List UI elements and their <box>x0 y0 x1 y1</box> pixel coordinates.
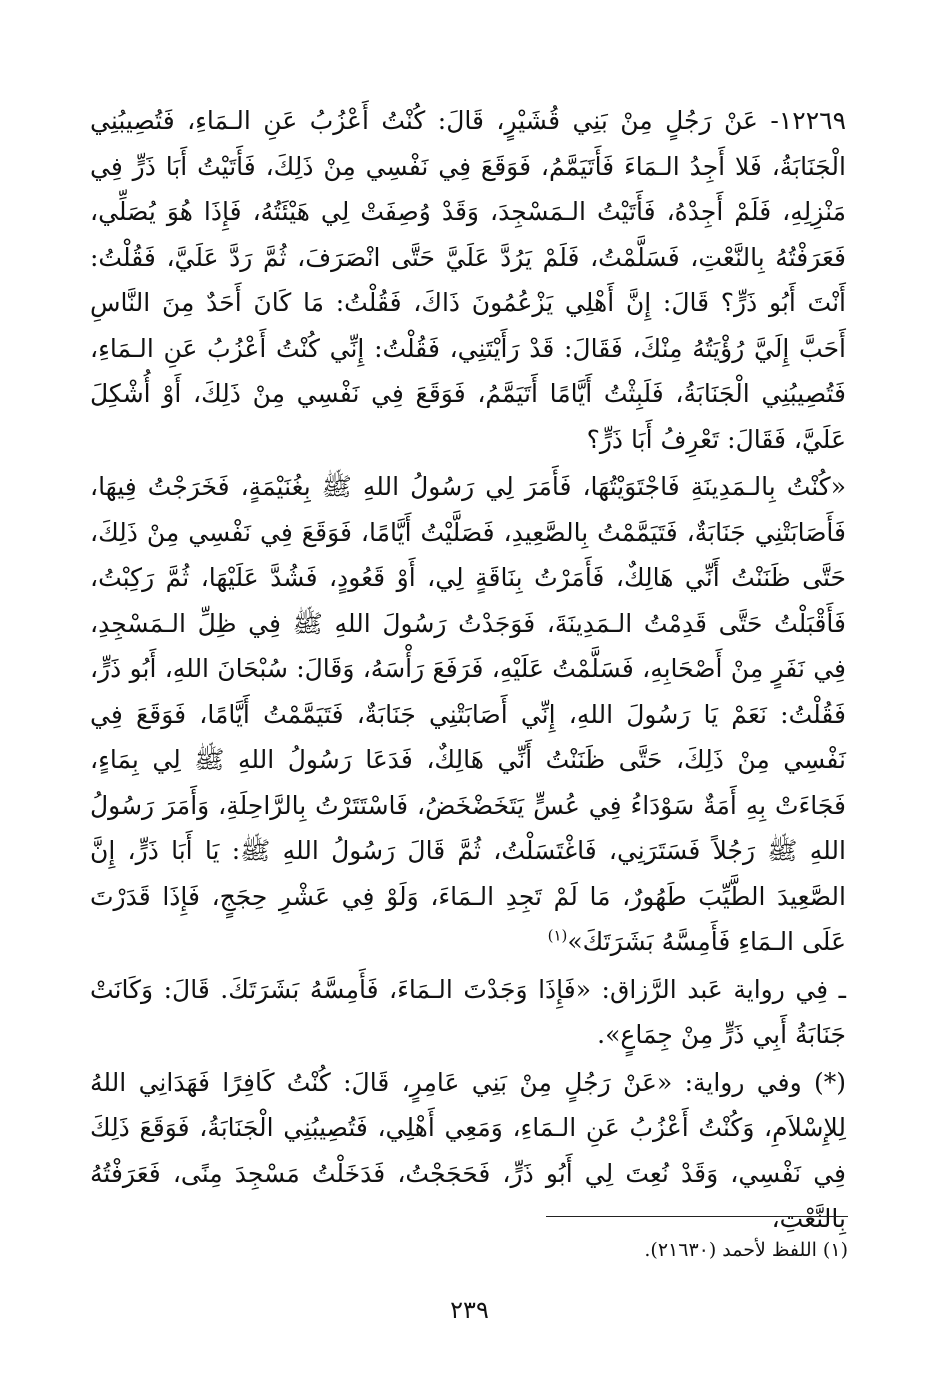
page-number: ٢٣٩ <box>450 1296 489 1324</box>
hadith-paragraph-1 <box>90 98 846 462</box>
riwaya-abd-alrazzaq-paragraph <box>90 967 846 1058</box>
hadith-paragraph-2 <box>90 464 846 965</box>
paragraph-text: «كُنْتُ بِالـمَدِينَةِ فَاجْتَوَيْتُهَا، فَأَمَرَ لِي رَسُولُ اللهِ ﷺ بِغُنَيْمَةٍ، فَخَرَجْتُ فِيهَا، فَأَصَابَتْنِي جَنَابَةٌ، فَتَيَمَّمْتُ بِالصَّعِيدِ، فَصَلَّيْتُ أَيَّامًا، فَوَقَعَ فِي نَفْسِي مِنْ ذَلِكَ، حَتَّى ظَنَنْتُ أَنِّي هَالِكٌ، فَأَمَرْتُ بِنَاقَةٍ لِي، أَوْ قَعُودٍ، فَشُدَّ عَلَيْهَا، ثُمَّ رَكِبْتُ، فَأَقْبَلْتُ حَتَّى قَدِمْتُ الـمَدِينَةَ، فَوَجَدْتُ رَسُولَ اللهِ ﷺ فِي ظِلِّ الـمَسْجِدِ، فِي نَفَرٍ مِنْ أَصْحَابِهِ، فَسَلَّمْتُ عَلَيْهِ، فَرَفَعَ رَأْسَهُ، وَقَالَ: سُبْحَانَ اللهِ، أَبُو ذَرٍّ، فَقُلْتُ: نَعَمْ يَا رَسُولَ اللهِ، إِنِّي أَصَابَتْنِي جَنَابَةٌ، فَتَيَمَّمْتُ أَيَّامًا، فَوَقَعَ فِي نَفْسِي مِنْ ذَلِكَ، حَتَّى ظَنَنْتُ أَنِّي هَالِكٌ، فَدَعَا رَسُولُ اللهِ ﷺ لِي بِمَاءٍ، فَجَاءَتْ بِهِ أَمَةٌ سَوْدَاءُ فِي عُسٍّ يَتَخَضْخَضُ، فَاسْتَتَرْتُ بِالرَّاحِلَةِ، وَأَمَرَ رَسُولُ اللهِ ﷺ رَجُلاً فَسَتَرَنِي، فَاغْتَسَلْتُ، ثُمَّ قَالَ رَسُولُ اللهِ ﷺ: يَا أَبَا ذَرٍّ، إِنَّ الصَّعِيدَ الطَّيِّبَ طَهُورٌ، مَا لَمْ تَجِدِ الـمَاءَ، وَلَوْ فِي عَشْرِ حِجَجٍ، فَإِذَا قَدَرْتَ عَلَى الـمَاءِ فَأَمِسَّهُ بَشَرَتَكَ» <box>90 472 846 956</box>
riwaya-bani-amir-paragraph <box>90 1060 846 1242</box>
paragraph-text: ـ فِي رواية عَبد الرَّزاق: «فَإِذَا وَجَدْتَ الـمَاءَ، فَأَمِسَّهُ بَشَرَتَكَ. قَالَ: وَكَانَتْ جَنَابَةُ أَبِي ذَرٍّ مِنْ جِمَاعٍ». <box>90 974 846 1049</box>
paragraph-text: (*) وفي رواية: «عَنْ رَجُلٍ مِنْ بَنِي عَامِرٍ، قَالَ: كُنْتُ كَافِرًا فَهَدَانِي اللهُ لِلإِسْلاَمِ، وَكُنْتُ أَعْزُبُ عَنِ الـمَاءِ، وَمَعِي أَهْلِي، فَتُصِيبُنِي الْجَنَابَةُ، فَوَقَعَ ذَلِكَ فِي نَفْسِي، وَقَدْ نُعِتَ لِي أَبُو ذَرٍّ، فَحَجَجْتُ، فَدَخَلْتُ مَسْجِدَ مِنًى، فَعَرَفْتُهُ بِالنَّعْتِ، <box>90 1067 846 1233</box>
main-text-block <box>90 98 846 1242</box>
footnote-divider <box>546 1216 848 1217</box>
footnote: (١) اللفظ لأحمد (٢١٦٣٠). <box>644 1239 848 1261</box>
footnote-reference: (١) <box>547 926 568 945</box>
paragraph-text: ١٢٢٦٩- عَنْ رَجُلٍ مِنْ بَنِي قُشَيْرٍ، قَالَ: كُنْتُ أَعْزُبُ عَنِ الـمَاءِ، فَتُصِيبُنِي الْجَنَابَةُ، فَلا أَجِدُ الـمَاءَ فَأَتَيَمَّمُ، فَوَقَعَ فِي نَفْسِي مِنْ ذَلِكَ، فَأَتَيْتُ أَبَا ذَرٍّ فِي مَنْزِلِهِ، فَلَمْ أَجِدْهُ، فَأَتَيْتُ الـمَسْجِدَ، وَقَدْ وُصِفَتْ لِي هَيْئَتُهُ، فَإِذَا هُوَ يُصَلِّي، فَعَرَفْتُهُ بِالنَّعْتِ، فَسَلَّمْتُ، فَلَمْ يَرُدَّ عَلَيَّ حَتَّى انْصَرَفَ، ثُمَّ رَدَّ عَلَيَّ، فَقُلْتُ: أَنْتَ أَبُو ذَرٍّ؟ قَالَ: إِنَّ أَهْلِي يَزْعُمُونَ ذَاكَ، فَقُلْتُ: مَا كَانَ أَحَدٌ مِنَ النَّاسِ أَحَبَّ إِلَيَّ رُؤْيَتُهُ مِنْكَ، فَقَالَ: قَدْ رَأَيْتَنِي، فَقُلْتُ: إِنِّي كُنْتُ أَعْزُبُ عَنِ الـمَاءِ، فَتُصِيبُنِي الْجَنَابَةُ، فَلَبِثْتُ أَيَّامًا أَتَيَمَّمُ، فَوَقَعَ فِي نَفْسِي مِنْ ذَلِكَ، أَوْ أُشْكِلَ عَلَيَّ، فَقَالَ: تَعْرِفُ أَبَا ذَرٍّ؟ <box>90 106 846 454</box>
